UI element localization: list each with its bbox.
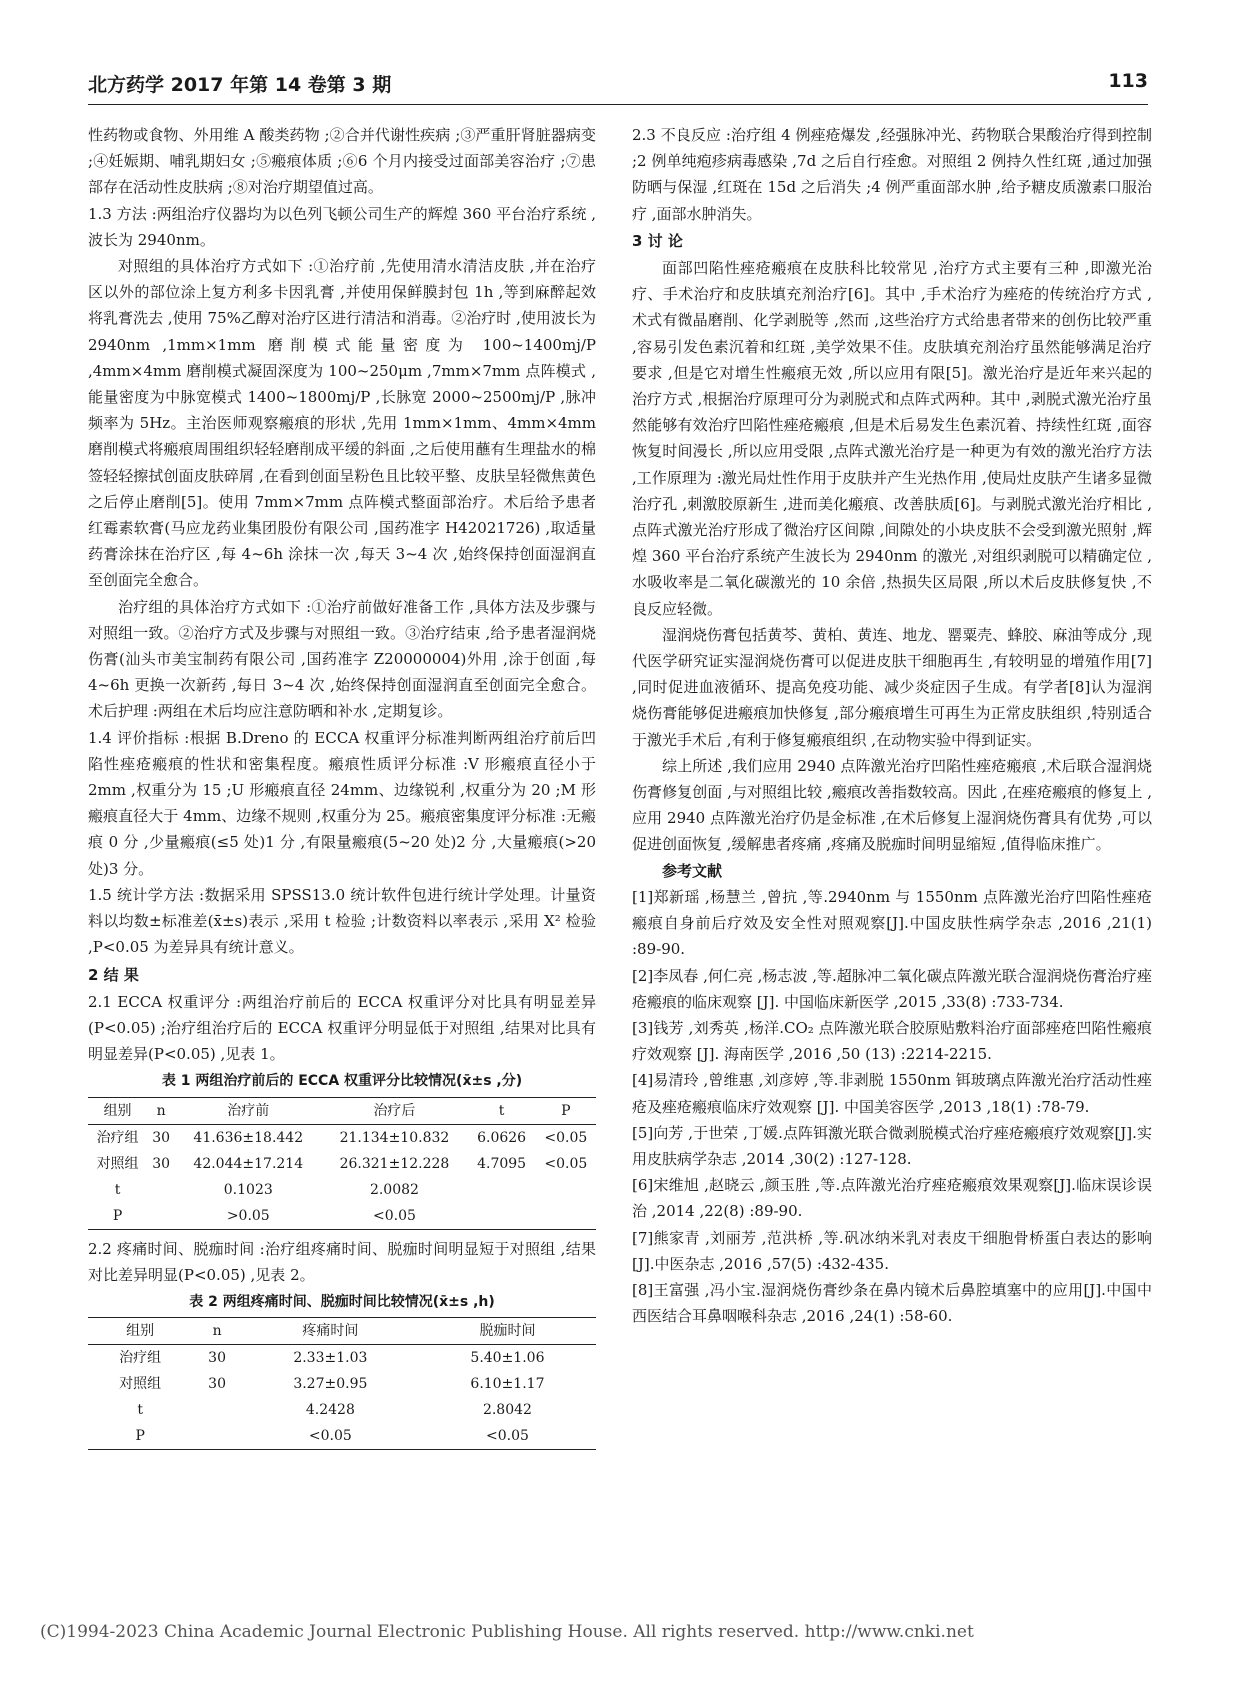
copyright-footer: (C)1994-2023 China Academic Journal Electronic Publishing House. All rights reserved. http://www.cnki.net xyxy=(40,1622,974,1642)
table-cell: 6.0626 xyxy=(477,1129,527,1146)
table-cell: 5.40±1.06 xyxy=(470,1350,545,1367)
table-cell: 对照组 xyxy=(96,1155,139,1172)
table-row xyxy=(88,1345,596,1372)
table-header: 治疗后 xyxy=(321,1097,467,1124)
table-header: t xyxy=(468,1097,536,1124)
table-cell: 对照组 xyxy=(119,1376,162,1393)
table-cell: <0.05 xyxy=(419,1423,596,1450)
table-cell: t xyxy=(137,1402,143,1419)
table-cell xyxy=(468,1203,536,1230)
table-cell: 30 xyxy=(152,1155,171,1172)
table-cell: 2.0082 xyxy=(369,1181,419,1198)
section-heading: 3 讨 论 xyxy=(632,231,683,250)
table-header: 治疗前 xyxy=(175,1097,321,1124)
section-heading: 2 结 果 xyxy=(88,965,139,984)
table-cell: 6.10±1.17 xyxy=(470,1376,545,1393)
paragraph: 2.1 ECCA 权重评分 :两组治疗前后的 ECCA 权重评分对比具有明显差异(P<0.05) ;治疗组治疗后的 ECCA 权重评分明显低于对照组 ,结果对比具有明显差异(P<0.05) ,见表 1。 xyxy=(88,992,596,1064)
paragraph: 湿润烧伤膏包括黄芩、黄柏、黄连、地龙、罂粟壳、蜂胶、麻油等成分 ,现代医学研究证实湿润烧伤膏可以促进皮肤干细胞再生 ,有较明显的增殖作用[7] ,同时促进血液循环、提高免疫功能、减少炎症因子生成。有学者[8]认为湿润烧伤膏能够促进瘢痕加快修复 ,部分瘢痕增生可再生为正常皮肤组织 ,特别适合于激光手术后 ,有利于修复瘢痕组织 ,在动物实验中得到证实。 xyxy=(632,625,1152,749)
paragraph: 2.2 疼痛时间、脱痂时间 :治疗组疼痛时间、脱痂时间明显短于对照组 ,结果对比差异明显(P<0.05) ,见表 2。 xyxy=(88,1239,596,1284)
paragraph: 2.3 不良反应 :治疗组 4 例痤疮爆发 ,经强脉冲光、药物联合果酸治疗得到控制 ;2 例单纯疱疹病毒感染 ,7d 之后自行痊愈。对照组 2 例持久性红斑 ,通过加强防晒与保湿 ,红斑在 15d 之后消失 ;4 例严重面部水肿 ,给予糖皮质激素口服治疗 ,面部水肿消失。 xyxy=(632,126,1152,223)
references-title: 参考文献 xyxy=(662,861,723,880)
table1 xyxy=(88,1097,596,1230)
table-cell: 0.1023 xyxy=(223,1181,273,1198)
table-cell xyxy=(192,1423,242,1450)
reference-item: [3]钱芳 ,刘秀英 ,杨洋.CO₂ 点阵激光联合胶原贴敷料治疗面部痤疮凹陷性瘢痕疗效观察 [J]. 海南医学 ,2016 ,50 (13) :2214-2215. xyxy=(632,1018,1152,1064)
table-cell: 30 xyxy=(208,1350,226,1367)
paragraph: 性药物或食物、外用维 A 酸类药物 ;②合并代谢性疾病 ;③严重肝肾脏器病变 ;④妊娠期、哺乳期妇女 ;⑤瘢痕体质 ;⑥6 个月内接受过面部美容治疗 ;⑦患部存在活动性皮肤病 ;⑧对治疗期望值过高。 xyxy=(88,126,596,197)
paragraph: 1.5 统计学方法 :数据采用 SPSS13.0 统计软件包进行统计学处理。计量资料以均数±标准差(x̄±s)表示 ,采用 t 检验 ;计数资料以率表示 ,采用 X² 检验 ,P<0.05 为差异具有统计意义。 xyxy=(88,885,596,957)
table-cell: P xyxy=(88,1423,192,1450)
reference-item: [6]宋维旭 ,赵晓云 ,颜玉胜 ,等.点阵激光治疗痤疮瘢痕效果观察[J].临床误诊误治 ,2014 ,22(8) :89-90. xyxy=(632,1176,1152,1221)
table-cell xyxy=(147,1203,175,1230)
table-cell xyxy=(536,1203,596,1230)
table-cell: 41.636±18.442 xyxy=(193,1129,304,1146)
paragraph: 面部凹陷性痤疮瘢痕在皮肤科比较常见 ,治疗方式主要有三种 ,即激光治疗、手术治疗和皮肤填充剂治疗[6]。其中 ,手术治疗为痤疮的传统治疗方式 ,术式有微晶磨削、化学剥脱等 ,然而 ,这些治疗方式给患者带来的创伤比较严重 ,容易引发色素沉着和红斑 ,美学效果不佳。皮肤填充剂治疗虽然能够满足治疗要求 ,但是它对增生性瘢痕无效 ,所以应用有限[5]。激光治疗是近年来兴起的治疗方式 ,根据治疗原理可分为剥脱式和点阵式两种。其中 ,剥脱式激光治疗虽然能够有效治疗凹陷性痤疮瘢痕 ,但是术后易发生色素沉着、持续性红斑 ,面容恢复时间漫长 ,所以应用受限 ,点阵式激光治疗是一种更为有效的激光治疗方法 ,工作原理为 :激光局灶性作用于皮肤并产生光热作用 ,使局灶皮肤产生诸多显微治疗孔 ,刺激胶原新生 ,进而美化瘢痕、改善肤质[6]。与剥脱式激光治疗相比 ,点阵式激光治疗形成了微治疗区间隙 ,间隙处的小块皮肤不会受到激光照射 ,辉煌 360 平台治疗系统产生波长为 2940nm 的激光 ,对组织剥脱可以精确定位 ,水吸收率是二氧化碳激光的 10 余倍 ,热损失区局限 ,所以术后皮肤修复快 ,不良反应轻微。 xyxy=(632,259,1152,618)
left-column xyxy=(88,122,596,1456)
table-header: 组别 xyxy=(88,1318,192,1345)
table-cell xyxy=(147,1177,175,1203)
table-cell: P xyxy=(88,1203,147,1230)
reference-item: [8]王富强 ,冯小宝.湿润烧伤膏纱条在鼻内镜术后鼻腔填塞中的应用[J].中国中西医结合耳鼻咽喉科杂志 ,2016 ,24(1) :58-60. xyxy=(632,1280,1152,1326)
table-cell: <0.05 xyxy=(544,1155,588,1172)
table-cell: 42.044±17.214 xyxy=(193,1155,304,1172)
paragraph: 1.3 方法 :两组治疗仪器均为以色列飞顿公司生产的辉煌 360 平台治疗系统 ,波长为 2940nm。 xyxy=(88,204,596,249)
table-cell: 26.321±12.228 xyxy=(339,1155,450,1172)
paragraph: 治疗组的具体治疗方式如下 :①治疗前做好准备工作 ,具体方法及步骤与对照组一致。②治疗方式及步骤与对照组一致。③治疗结束 ,给予患者湿润烧伤膏(汕头市美宝制药有限公司 ,国药准字 Z20000004)外用 ,涂于创面 ,每 4~6h 更换一次新药 ,每日 3~4 次 ,始终保持创面湿润直至创面完全愈合。术后护理 :两组在术后均应注意防晒和补水 ,定期复诊。 xyxy=(88,597,596,721)
table-row xyxy=(88,1203,596,1230)
table-cell: 4.2428 xyxy=(305,1402,355,1419)
table1-caption: 表 1 两组治疗前后的 ECCA 权重评分比较情况(x̄±s ,分) xyxy=(161,1073,523,1090)
table-cell: 4.7095 xyxy=(477,1155,527,1172)
table-row xyxy=(88,1124,596,1151)
table-header: n xyxy=(192,1318,242,1345)
table-cell: <0.05 xyxy=(544,1129,588,1146)
reference-item: [4]易清玲 ,曾维惠 ,刘彦婷 ,等.非剥脱 1550nm 铒玻璃点阵激光治疗活动性痤疮及痤疮瘢痕临床疗效观察 [J]. 中国美容医学 ,2013 ,18(1) :78-79. xyxy=(632,1071,1152,1116)
table-row xyxy=(88,1177,596,1203)
table2-caption: 表 2 两组疼痛时间、脱痂时间比较情况(x̄±s ,h) xyxy=(189,1293,495,1310)
table-cell xyxy=(192,1397,242,1423)
table-cell: t xyxy=(114,1181,121,1198)
page-number: 113 xyxy=(1108,70,1148,92)
table-cell: 3.27±0.95 xyxy=(293,1376,368,1393)
table-cell: 30 xyxy=(208,1376,226,1393)
table-cell xyxy=(468,1177,536,1203)
table-cell: 2.33±1.03 xyxy=(293,1350,368,1367)
reference-item: [2]李凤春 ,何仁亮 ,杨志波 ,等.超脉冲二氧化碳点阵激光联合湿润烧伤膏治疗痤疮瘢痕的临床观察 [J]. 中国临床新医学 ,2015 ,33(8) :733-734. xyxy=(632,966,1152,1011)
table-header: P xyxy=(536,1097,596,1124)
paragraph: 综上所述 ,我们应用 2940 点阵激光治疗凹陷性痤疮瘢痕 ,术后联合湿润烧伤膏修复创面 ,与对照组比较 ,瘢痕改善指数较高。因此 ,在痤疮瘢痕的修复上 ,应用 2940 点阵激光治疗仍是金标准 ,在术后修复上湿润烧伤膏具有优势 ,可以促进创面恢复 ,缓解患者疼痛 ,疼痛及脱痂时间明显缩短 ,值得临床推广。 xyxy=(632,756,1152,854)
table-header: 组别 xyxy=(88,1097,147,1124)
reference-item: [7]熊家青 ,刘丽芳 ,范洪桥 ,等.矾冰纳米乳对表皮干细胞骨桥蛋白表达的影响[J].中医杂志 ,2016 ,57(5) :432-435. xyxy=(632,1228,1152,1273)
table-row xyxy=(88,1151,596,1177)
table-cell: >0.05 xyxy=(175,1203,321,1230)
table-cell: <0.05 xyxy=(242,1423,419,1450)
table-cell: <0.05 xyxy=(321,1203,467,1230)
table-header: n xyxy=(147,1097,175,1124)
journal-header: 北方药学 2017 年第 14 卷第 3 期 xyxy=(88,74,392,96)
table-cell: 治疗组 xyxy=(119,1350,162,1367)
table-cell xyxy=(536,1177,596,1203)
table-cell: 治疗组 xyxy=(96,1129,139,1146)
table-cell: 2.8042 xyxy=(482,1402,532,1419)
table-row xyxy=(88,1423,596,1450)
table-row xyxy=(88,1371,596,1397)
right-column xyxy=(632,122,1152,1329)
reference-item: [1]郑新瑶 ,杨慧兰 ,曾抗 ,等.2940nm 与 1550nm 点阵激光治疗凹陷性痤疮瘢痕自身前后疗效及安全性对照观察[J].中国皮肤性病学杂志 ,2016 ,21(1) :89-90. xyxy=(632,887,1152,959)
reference-item: [5]向芳 ,于世荣 ,丁媛.点阵铒激光联合微剥脱模式治疗痤疮瘢痕疗效观察[J].实用皮肤病学杂志 ,2014 ,30(2) :127-128. xyxy=(632,1123,1152,1168)
table-cell: 21.134±10.832 xyxy=(339,1129,450,1146)
paragraph: 1.4 评价指标 :根据 B.Dreno 的 ECCA 权重评分标准判断两组治疗前后凹陷性痤疮瘢痕的性状和密集程度。瘢痕性质评分标准 :V 形瘢痕直径小于 2mm ,权重分为 15 ;U 形瘢痕直径 24mm、边缘锐利 ,权重分为 20 ;M 形瘢痕直径大于 4mm、边缘不规则 ,权重分为 25。瘢痕密集度评分标准 :无瘢痕 0 分 ,少量瘢痕(≤5 处)1 分 ,有限量瘢痕(5~20 处)2 分 ,大量瘢痕(>20 处)3 分。 xyxy=(88,728,596,878)
table-row xyxy=(88,1397,596,1423)
header-rule xyxy=(88,104,1148,105)
table-header: 疼痛时间 xyxy=(242,1318,419,1345)
table2 xyxy=(88,1317,596,1450)
paragraph: 对照组的具体治疗方式如下 :①治疗前 ,先使用清水清洁皮肤 ,并在治疗区以外的部位涂上复方利多卡因乳膏 ,并使用保鲜膜封包 1h ,等到麻醉起效将乳膏洗去 ,使用 75%乙醇对治疗区进行清洁和消毒。②治疗时 ,使用波长为 2940nm ,1mm×1mm 磨削模式能量密度为 100~1400mj/P ,4mm×4mm 磨削模式凝固深度为 100~250μm ,7mm×7mm 点阵模式 ,能量密度为中脉宽模式 1400~1800mj/P ,长脉宽 2000~2500mj/P ,脉冲频率为 5Hz。主治医师观察瘢痕的形状 ,先用 1mm×1mm、4mm×4mm 磨削模式将瘢痕周围组织轻轻磨削成平缓的斜面 ,之后使用蘸有生理盐水的棉签轻轻擦拭创面皮肤碎屑 ,在看到创面呈粉色且比较平整、皮肤呈轻微焦黄色之后停止磨削[5]。使用 7mm×7mm 点阵模式整面部治疗。术后给予患者红霉素软膏(马应龙药业集团股份有限公司 ,国药准字 H42021726) ,取适量药膏涂抹在治疗区 ,每 4~6h 涂抹一次 ,每天 3~4 次 ,始终保持创面湿润直至创面完全愈合。 xyxy=(88,257,596,590)
table-cell: 30 xyxy=(152,1129,171,1146)
table-header: 脱痂时间 xyxy=(419,1318,596,1345)
